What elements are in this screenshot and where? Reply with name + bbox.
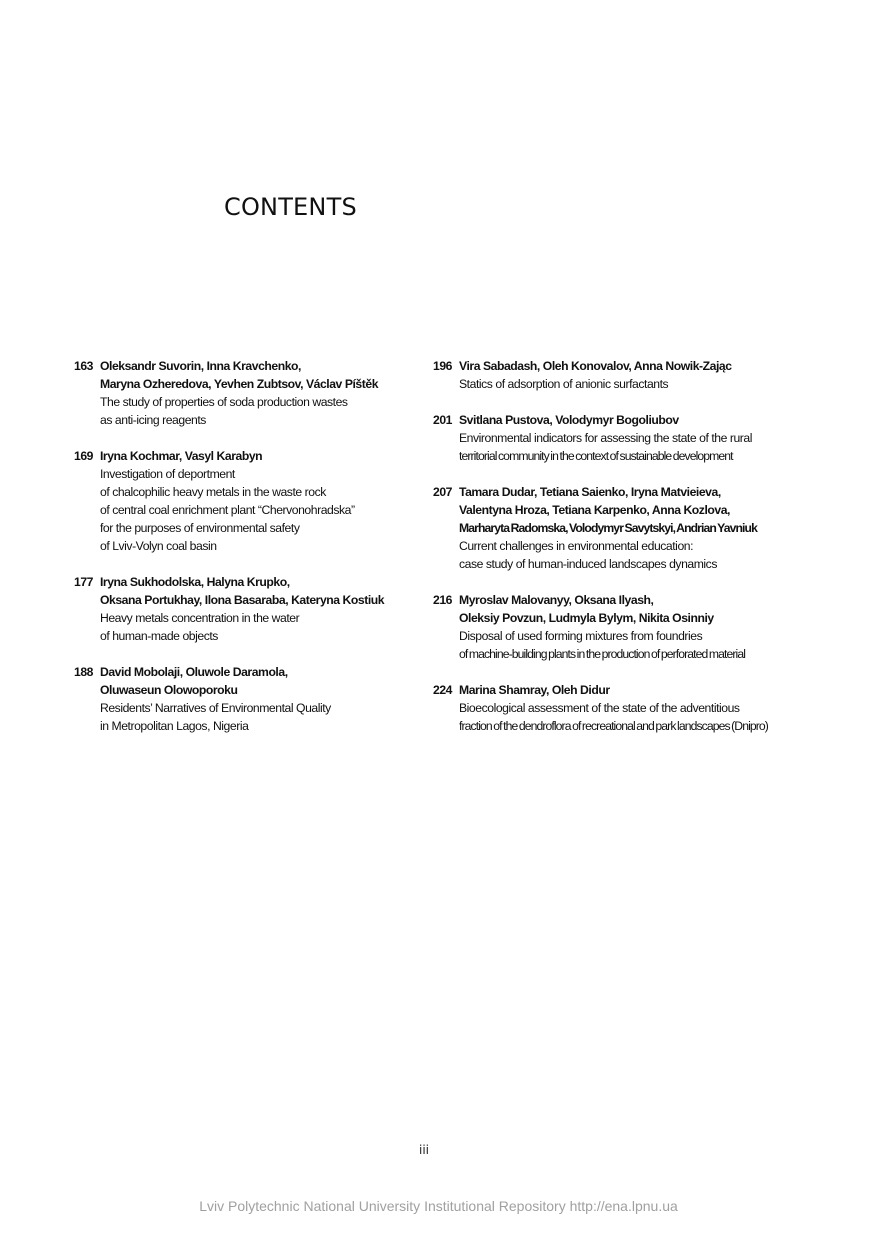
- toc-title-line: Bioecological assessment of the state of the adventitious: [459, 701, 740, 715]
- toc-title-line: of machine-building plants in the production of perforated material: [459, 647, 746, 661]
- toc-authors: [100, 663, 424, 699]
- toc-title-line: of chalcophilic heavy metals in the waste rock: [100, 485, 326, 499]
- page-title: CONTENTS: [224, 193, 357, 221]
- toc-title-line: territorial community in the context of sustainable development: [459, 449, 733, 463]
- toc-authors: [459, 591, 813, 627]
- toc-authors-line: Svitlana Pustova, Volodymyr Bogoliubov: [459, 413, 679, 427]
- toc-title: [459, 699, 813, 735]
- toc-authors-line: Oleksiy Povzun, Ludmyla Bylym, Nikita Osinniy: [459, 611, 714, 625]
- toc-title-line: Current challenges in environmental education:: [459, 539, 694, 553]
- toc-title-line: case study of human-induced landscapes dynamics: [459, 557, 717, 571]
- toc-title-line: of central coal enrichment plant “Chervonohradska”: [100, 503, 355, 517]
- toc-title: [459, 375, 813, 393]
- toc-entry: [433, 483, 813, 573]
- toc-title-line: Statics of adsorption of anionic surfactants: [459, 377, 669, 391]
- toc-authors-line: Iryna Kochmar, Vasyl Karabyn: [100, 449, 263, 463]
- toc-title-line: as anti-icing reagents: [100, 413, 206, 427]
- toc-authors-line: Oleksandr Suvorin, Inna Kravchenko,: [100, 359, 301, 373]
- toc-authors-line: Maryna Ozheredova, Yevhen Zubtsov, Václav Píštěk: [100, 377, 379, 391]
- toc-page-number: 207: [433, 485, 452, 499]
- toc-title-line: Investigation of deportment: [100, 467, 235, 481]
- toc-authors-line: Oksana Portukhay, Ilona Basaraba, Kateryna Kostiuk: [100, 593, 385, 607]
- toc-title-line: Disposal of used forming mixtures from foundries: [459, 629, 703, 643]
- page-number: iii: [418, 1143, 429, 1157]
- toc-authors: [100, 447, 424, 465]
- toc-entry: [433, 357, 813, 393]
- toc-entry: [74, 663, 424, 735]
- toc-authors-line: Iryna Sukhodolska, Halyna Krupko,: [100, 575, 290, 589]
- toc-title-line: of Lviv-Volyn coal basin: [100, 539, 217, 553]
- toc-entry: [74, 573, 424, 645]
- toc-authors: [100, 573, 424, 609]
- toc-page-number: 196: [433, 359, 452, 373]
- toc-page-number: 216: [433, 593, 452, 607]
- toc-authors: [459, 411, 813, 429]
- contents-left-column: [74, 357, 424, 753]
- toc-title-line: fraction of the dendroflora of recreational and park landscapes (Dnipro): [459, 719, 768, 733]
- contents-right-column: [433, 357, 813, 753]
- toc-authors: [100, 357, 424, 393]
- toc-title-line: Residents’ Narratives of Environmental Quality: [100, 701, 331, 715]
- toc-page-number: 177: [74, 575, 93, 589]
- toc-title-line: Environmental indicators for assessing the state of the rural: [459, 431, 752, 445]
- toc-page-number: 201: [433, 413, 452, 427]
- toc-page-number: 188: [74, 665, 93, 679]
- toc-title: [459, 537, 813, 573]
- toc-title: [459, 429, 813, 465]
- toc-authors: [459, 483, 813, 537]
- toc-entry: [74, 357, 424, 429]
- toc-authors-line: Marina Shamray, Oleh Didur: [459, 683, 610, 697]
- toc-title: [100, 465, 424, 555]
- toc-page-number: 224: [433, 683, 452, 697]
- toc-title: [459, 627, 813, 663]
- toc-entry: [433, 411, 813, 465]
- toc-page-number: 163: [74, 359, 93, 373]
- toc-entry: [433, 591, 813, 663]
- toc-entry: [433, 681, 813, 735]
- toc-title: [100, 393, 424, 429]
- toc-authors: [459, 357, 813, 375]
- toc-title: [100, 609, 424, 645]
- toc-authors-line: Marharyta Radomska, Volodymyr Savytskyi, Andrian Yavniuk: [459, 521, 757, 535]
- toc-authors-line: Vira Sabadash, Oleh Konovalov, Anna Nowik-Zając: [459, 359, 732, 373]
- toc-title-line: Heavy metals concentration in the water: [100, 611, 300, 625]
- toc-authors: [459, 681, 813, 699]
- toc-title-line: of human-made objects: [100, 629, 218, 643]
- toc-title: [100, 699, 424, 735]
- toc-title-line: The study of properties of soda production wastes: [100, 395, 348, 409]
- toc-page-number: 169: [74, 449, 93, 463]
- toc-authors-line: Tamara Dudar, Tetiana Saienko, Iryna Matvieieva,: [459, 485, 721, 499]
- repository-footer: Lviv Polytechnic National University Institutional Repository http://ena.lpnu.ua: [199, 1198, 678, 1214]
- toc-authors-line: Oluwaseun Olowoporoku: [100, 683, 238, 697]
- toc-authors-line: Myroslav Malovanyy, Oksana Ilyash,: [459, 593, 654, 607]
- toc-entry: [74, 447, 424, 555]
- toc-authors-line: David Mobolaji, Oluwole Daramola,: [100, 665, 288, 679]
- toc-title-line: in Metropolitan Lagos, Nigeria: [100, 719, 249, 733]
- toc-title-line: for the purposes of environmental safety: [100, 521, 300, 535]
- toc-authors-line: Valentyna Hroza, Tetiana Karpenko, Anna Kozlova,: [459, 503, 730, 517]
